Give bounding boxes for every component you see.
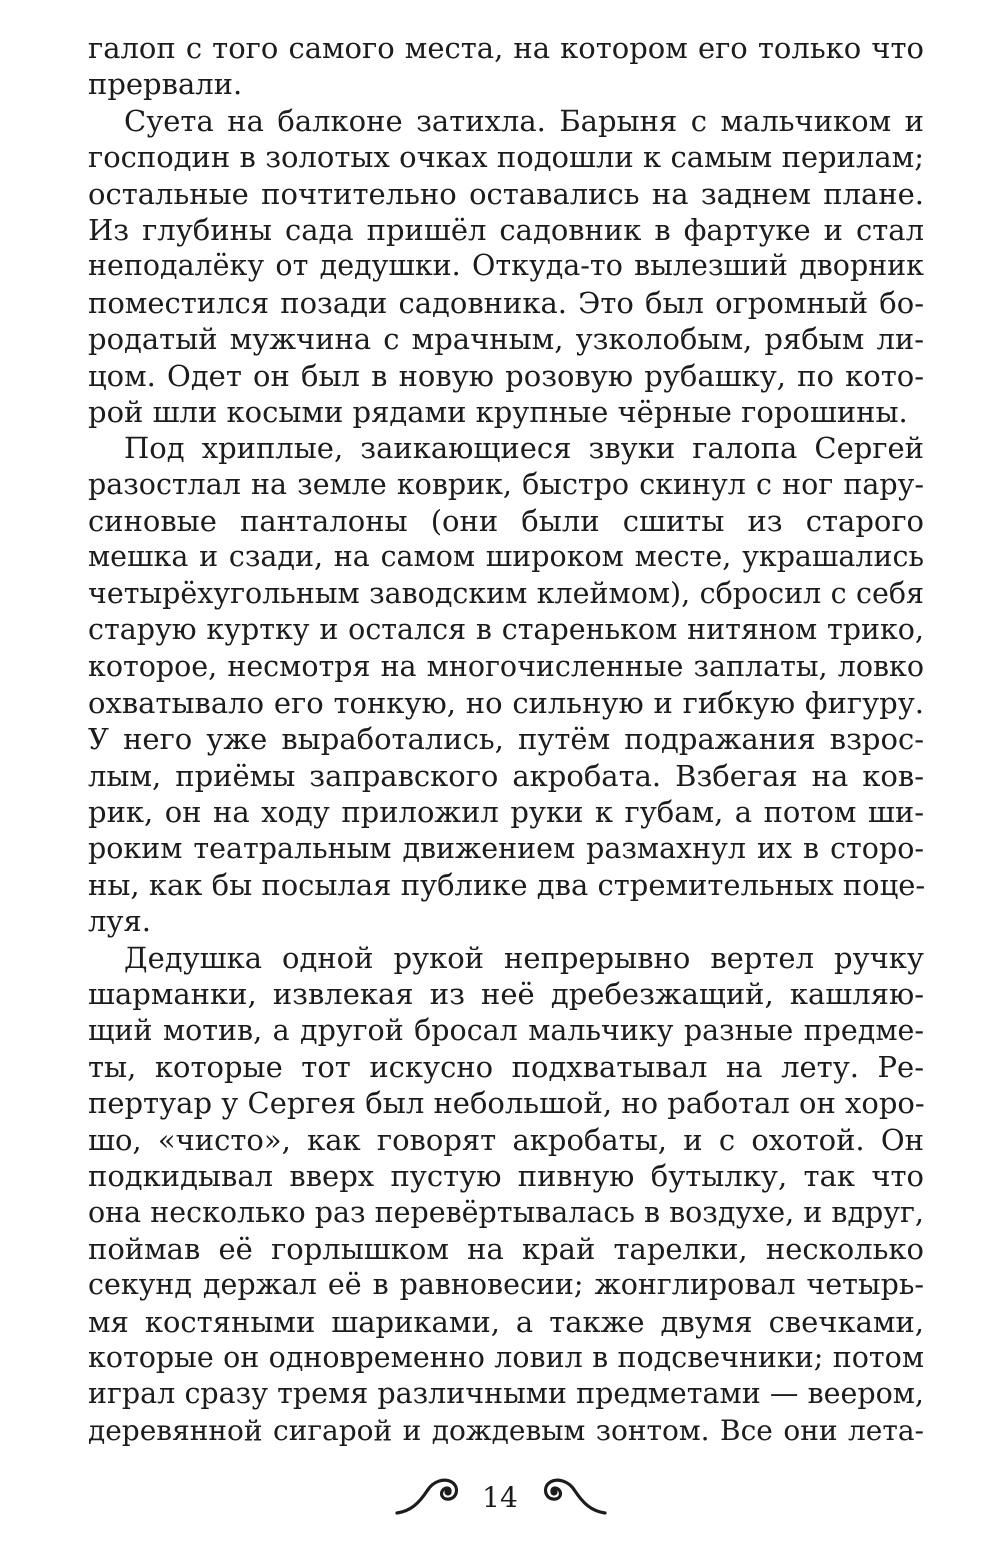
text-line: Из глубины сада пришёл садовник в фартуке и стал: [88, 212, 924, 247]
text-line: разостлал на земле коврик, быстро скинул с ног пару-: [88, 467, 924, 501]
text-line: поместился позади садовника. Это был огромный бо-: [88, 285, 924, 320]
text-line: луя.: [88, 904, 151, 939]
text-line: остальные почтительно оставались на заднем плане.: [88, 176, 924, 211]
text-line: господин в золотых очках подошли к самым перилам;: [88, 140, 924, 175]
text-line: лым, приёмы заправского акробата. Взбегая на ков-: [88, 758, 924, 793]
text-line: деревянной сигарой и дождевым зонтом. Все они лета-: [88, 1413, 924, 1447]
text-line: галоп с того самого места, на котором его только что: [88, 31, 924, 65]
flourish-right-icon: [537, 1473, 607, 1517]
text-line: прервали.: [88, 67, 243, 102]
text-line: поймав её горлышком на край тарелки, несколько: [88, 1231, 924, 1266]
text-line: мешка и сзади, на самом широком месте, украшались: [88, 540, 924, 574]
text-line: шарманки, извлекая из неё дребезжащий, кашляю-: [88, 977, 924, 1012]
text-line: синовые панталоны (они были сшиты из старого: [88, 504, 924, 539]
text-line: играл сразу тремя различными предметами — веером,: [88, 1377, 924, 1411]
text-line: рой шли косыми рядами крупные чёрные горошины.: [88, 394, 908, 429]
text-line: ты, которые тот искусно подхватывал на лету. Ре-: [88, 1049, 924, 1084]
text-line: роким театральным движением размахнул их в сторо-: [88, 831, 924, 865]
text-line: которые он одновременно ловил в подсвечники; потом: [88, 1341, 924, 1375]
text-line: неподалёку от дедушки. Откуда-то вылезший дворник: [88, 249, 924, 283]
text-line: секунд держал её в равновесии; жонглировал четырь-: [88, 1268, 924, 1302]
text-line: она несколько раз перевёртывалась в воздухе, и вдруг,: [88, 1195, 924, 1229]
page-number: 14: [482, 1481, 518, 1514]
text-line: охватывало его тонкую, но сильную и гибкую фигуру.: [88, 686, 924, 721]
text-line: старую куртку и остался в стареньком нитяном трико,: [88, 613, 924, 647]
text-line: У него уже выработались, путём подражания взрос-: [88, 722, 924, 757]
text-line: рик, он на ходу приложил руки к губам, а потом ши-: [88, 795, 924, 830]
text-line: ны, как бы посылая публике два стремительных поце-: [88, 867, 926, 902]
text-line: четырёхугольным заводским клеймом), сбросил с себя: [88, 576, 924, 610]
paragraph-first-line: Суета на балконе затихла. Барыня с мальчиком и: [124, 103, 924, 138]
text-line: щий мотив, а другой бросал мальчику разные предме-: [88, 1013, 924, 1047]
text-line: родатый мужчина с мрачным, узколобым, рябым ли-: [88, 322, 924, 357]
text-line: мя костяными шариками, а также двумя свечками,: [88, 1304, 924, 1339]
text-line: подкидывал вверх пустую пивную бутылку, так что: [88, 1159, 924, 1194]
flourish-left-icon: [395, 1473, 465, 1517]
page-footer: [0, 1455, 1000, 1535]
text-line: которое, несмотря на многочисленные заплаты, ловко: [88, 649, 924, 683]
paragraph-first-line: Дедушка одной рукой непрерывно вертел ручку: [124, 940, 924, 975]
text-line: шо, «чисто», как говорят акробаты, и с охотой. Он: [88, 1122, 924, 1157]
text-line: пертуар у Сергея был небольшой, но работал он хоро-: [88, 1086, 925, 1121]
page-text: [88, 30, 924, 1449]
text-line: цом. Одет он был в новую розовую рубашку, по кото-: [88, 358, 924, 393]
paragraph-first-line: Под хриплые, заикающиеся звуки галопа Сергей: [124, 431, 924, 466]
